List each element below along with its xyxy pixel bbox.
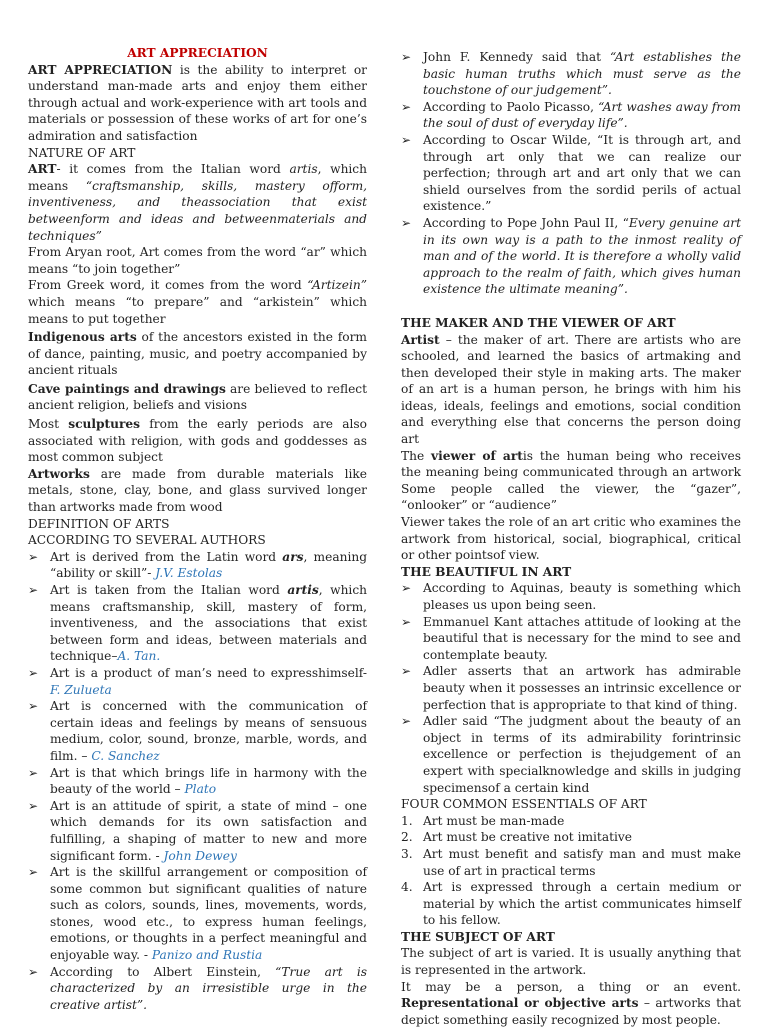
quote-intro: According to Paolo Picasso, [423,99,599,114]
artworks-paragraph [28,466,367,516]
item-text: Art must benefit and satisfy man and must make use of art in practical terms [423,846,741,878]
cave-paragraph [28,381,367,414]
author-name: Plato [184,782,217,797]
list-item [401,879,741,929]
viewer-term: viewer of art [431,448,523,463]
authors-heading: ACCORDING TO SEVERAL AUTHORS [28,533,266,548]
list-item [401,829,741,846]
art-term: ART [28,162,57,177]
item-text: Art is the skillful arrangement or composition of some common but significant qualities of nature such as colors, sounds, lines, movements, words, stones, wood etc., to express human feelings, emotions, or thoughts in a perfect meaningful and enjoyable way. - [50,865,367,963]
cave-text: are believed to reflect ancient religion, beliefs and visions [28,381,368,413]
artist-text: – the maker of art. There are artists who are schooled, and learned the basics of artmaking and then developed their style in making arts. The maker of an art is a human person, he brings with him his ideas, ideals, feelings and emotions, social condition and everything else that concerns the person doing art [401,332,741,447]
beauty-list [401,580,741,796]
list-item [28,549,367,582]
art-word: artis [289,162,318,177]
intro-paragraph [28,62,367,145]
quotes-list [401,49,741,298]
sculpture-text: from the early periods are also associated with religion, with gods and goddesses as most common subject [28,417,367,465]
sculpture-term: sculptures [68,417,141,432]
art-text: - it comes from the Italian word [56,162,290,177]
critic-paragraph: Viewer takes the role of an art critic who examines the artwork from historical, social, biographical, critical or other pointsof view. [401,515,741,563]
author-name: J.V. Estolas [155,566,223,581]
aryan-paragraph [28,244,367,277]
viewer-paragraph [401,448,741,514]
representational-term: Representational or objective arts [401,996,639,1011]
item-text: According to Albert Einstein, [50,964,276,979]
page-title: ART APPRECIATION [127,46,268,60]
item-word: artis [287,583,319,597]
greek-word: “Artizein” [307,278,367,293]
aryan-word: “ar” [300,245,326,260]
list-item [401,132,741,215]
item-word: ars [282,549,304,564]
quote-intro: According to Pope John Paul II, “ [423,215,629,230]
author-name: C. Sanchez [91,748,160,763]
list-item [28,582,367,665]
viewer-pre: The [401,448,432,463]
author-name: Panizo and Rustia [151,948,263,963]
list-item [28,665,367,698]
quote-text: “Art establishes the basic human truths which must serve as the touchstone of our judgement”. [423,50,741,98]
art-quote: “craftsmanship, skills, mastery ofform, inventiveness, and theassociation that exist betweenform and ideas and betweenmaterials and techniques” [28,178,368,243]
list-item: ➢ According to Aquinas, beauty is something which pleases us upon being seen. [401,580,741,613]
list-item [401,215,741,298]
essentials-list [401,813,741,929]
sculpture-pre: Most [28,417,69,432]
nature-heading: NATURE OF ART [28,145,136,160]
artworks-text: are made from durable materials like metals, stone, clay, bone, and glass survived longer than artworks made from wood [28,466,367,515]
list-item [401,846,741,879]
greek-text: From Greek word, it comes from the word [28,278,308,293]
subject-heading: THE SUBJECT OF ART [401,929,555,944]
item-text-2: , which means craftsmanship, skill, mastery of form, inventiveness, and the associations that exist between form and ideas, between materials and technique– [50,583,367,664]
intro-text: is the ability to interpret or understand man-made arts and enjoy them either through actual and work-experience with art tools and materials or possession of these works of art for one’s admiration and satisfaction [28,62,367,143]
maker-heading: THE MAKER AND THE VIEWER OF ART [401,315,676,330]
artist-term: Artist [401,332,440,347]
cave-term: Cave paintings and drawings [28,381,226,396]
artist-paragraph [401,332,741,448]
quote-intro: According to Oscar Wilde, “It is through art, and through art only that we can realize our perfection; through art and art only that we can shield ourselves from the sordid perils of actual existence.” [423,132,741,214]
item-number: 2. [401,830,413,845]
list-item [28,864,367,964]
aryan-text-2: which means “to join together” [28,245,367,276]
definition-list [28,549,367,1014]
list-item [28,698,367,764]
intro-term: ART APPRECIATION [28,62,173,77]
list-item [401,813,741,830]
author-name: A. Tan. [117,649,161,664]
item-text-2: , meaning “ability or skill”- [50,549,367,581]
indigenous-text: of the ancestors existed in the form of dance, painting, music, and poetry accompanied by ancient rituals [28,330,367,378]
item-number: 1. [401,813,413,828]
essentials-heading: FOUR COMMON ESSENTIALS OF ART [401,797,647,812]
author-name: F. Zulueta [50,682,112,697]
subject-pre: It may be a person, a thing or an event. [401,979,741,994]
item-text: Art is a product of man’s need to expresshimself- [50,665,367,680]
list-item [28,798,367,864]
beautiful-heading: THE BEAUTIFUL IN ART [401,564,572,579]
right-column [401,49,741,1028]
definition-heading: DEFINITION OF ARTS [28,516,170,531]
item-text: Art is an attitude of spirit, a state of mind – one which demands for its own satisfaction and fulfilling, a shaping of matter to new and more significant form. - [50,798,367,863]
item-text: Art is that which brings life in harmony with the beauty of the world – [50,765,367,797]
list-item: ➢ Emmanuel Kant attaches attitude of looking at the beautiful that is necessary for the mind to see and contemplate beauty. [401,614,741,664]
list-item: ➢ Adler asserts that an artwork has admirable beauty when it possesses an intrinsic excellence or perfection that is appropriate to that kind of thing. [401,663,741,713]
list-item [401,49,741,99]
einstein-quote: “True art is characterized by an irresistible urge in the creative artist”. [50,964,368,1012]
list-item: ➢ Adler said “The judgment about the beauty of an object in terms of its admirability forintrinsic excellence or perfection is thejudgement of an expert with specialknowledge and skills in judging specimensof a certain kind [401,713,741,796]
item-text: Art must be man-made [423,813,565,828]
left-column [28,45,367,1013]
item-number: 3. [401,846,413,861]
author-name: John Dewey [163,848,237,863]
list-item [28,765,367,798]
quote-text: “Art washes away from the soul of dust of everyday life”. [423,99,741,131]
artworks-term: Artworks [28,466,90,481]
indigenous-paragraph [28,329,367,379]
item-number: 4. [401,880,413,895]
list-item [28,964,367,1014]
item-text: Art is taken from the Italian word [50,583,288,597]
item-text: Art must be creative not imitative [423,830,632,845]
art-definition [28,161,367,244]
quote-text: Every genuine art in its own way is a path to the inmost reality of man and of the world. It is therefore a wholly valid approach to the realm of faith, which gives human existence the ultimate meaning”. [423,215,742,297]
greek-text-2: which means “to prepare” and “arkistein” which means to put together [28,294,367,326]
list-item [401,99,741,132]
sculpture-paragraph [28,416,367,466]
item-text: Art is expressed through a certain medium or material by which the artist communicates himself to his fellow. [423,880,741,928]
subject-paragraph: The subject of art is varied. It is usually anything that is represented in the artwork. [401,946,741,978]
subject-text: – artworks that depict something easily recognized by most people. [401,996,741,1027]
indigenous-term: Indigenous arts [28,330,137,345]
item-text: Art is concerned with the communication of certain ideas and feelings by means of sensuous medium, color, sound, bronze, marble, words, and film. – [50,699,367,763]
aryan-text: From Aryan root, Art comes from the word [28,245,301,260]
greek-paragraph [28,277,367,327]
art-text-2: , which means [28,162,367,193]
item-text: Art is derived from the Latin word [50,549,283,564]
viewer-text: is the human being who receives the meaning being communicated through an artwork Some people called the viewer, the “gazer”, “onlooker” or “audience” [401,448,741,513]
representational-paragraph [401,979,741,1028]
quote-intro: John F. Kennedy said that [423,50,611,64]
